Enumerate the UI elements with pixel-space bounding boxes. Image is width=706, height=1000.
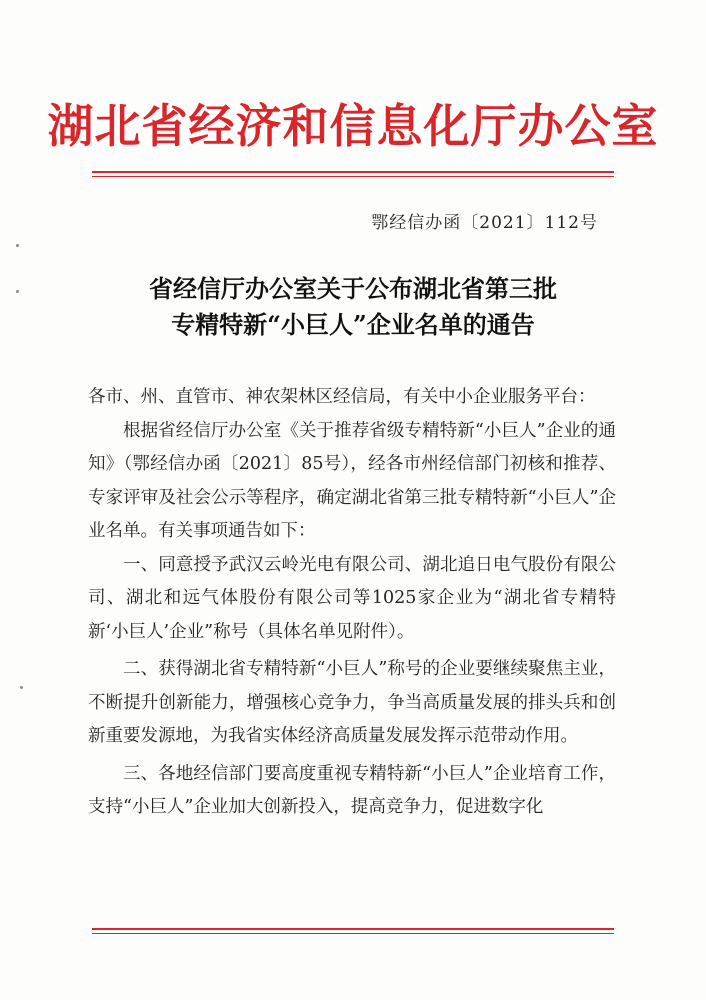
footer-red-rule-thin [92,933,614,934]
document-number: 鄂经信办函〔2021〕112号 [371,213,598,233]
notice-title-line-1: 省经信厅办公室关于公布湖北省第三批 [149,274,557,303]
footer-red-rule-thick [92,928,614,930]
binding-hole-mark [16,244,19,247]
body-paragraph-item-3: 三、各地经信部门要高度重视专精特新“小巨人”企业培育工作，支持“小巨人”企业加大创新投入，提高竞争力，促进数字化 [88,763,616,817]
binding-hole-mark [16,290,19,293]
binding-hole-mark [20,686,23,689]
body-paragraph-item-1: 一、同意授予武汉云岭光电有限公司、湖北追日电气股份有限公司、湖北和远气体股份有限公司等1025家企业为“湖北省专精特新‘小巨人’企业”称号（具体名单见附件）。 [88,554,616,642]
body-paragraph-item-2: 二、获得湖北省专精特新“小巨人”称号的企业要继续聚焦主业，不断提升创新能力，增强核心竞争力，争当高质量发展的排头兵和创新重要发源地，为我省实体经济高质量发展发挥示范带动作用。 [88,659,616,746]
body-paragraph-intro: 根据省经信厅办公室《关于推荐省级专精特新“小巨人”企业的通知》（鄂经信办函〔2021〕85号），经各市州经信部门初核和推荐、专家评审及社会公示等程序，确定湖北省第三批专精特新“小巨人”企业名单。有关事项通告如下： [88,420,616,541]
notice-body [88,381,616,825]
issuing-office-header: 湖北省经济和信息化厅办公室 [47,99,659,153]
header-red-rule-thick [92,171,614,173]
header-red-rule-thin [92,176,614,177]
salutation: 各市、州、直管市、神农架林区经信局，有关中小企业服务平台： [88,387,596,407]
notice-title-line-2: 专精特新“小巨人”企业名单的通告 [171,310,535,339]
